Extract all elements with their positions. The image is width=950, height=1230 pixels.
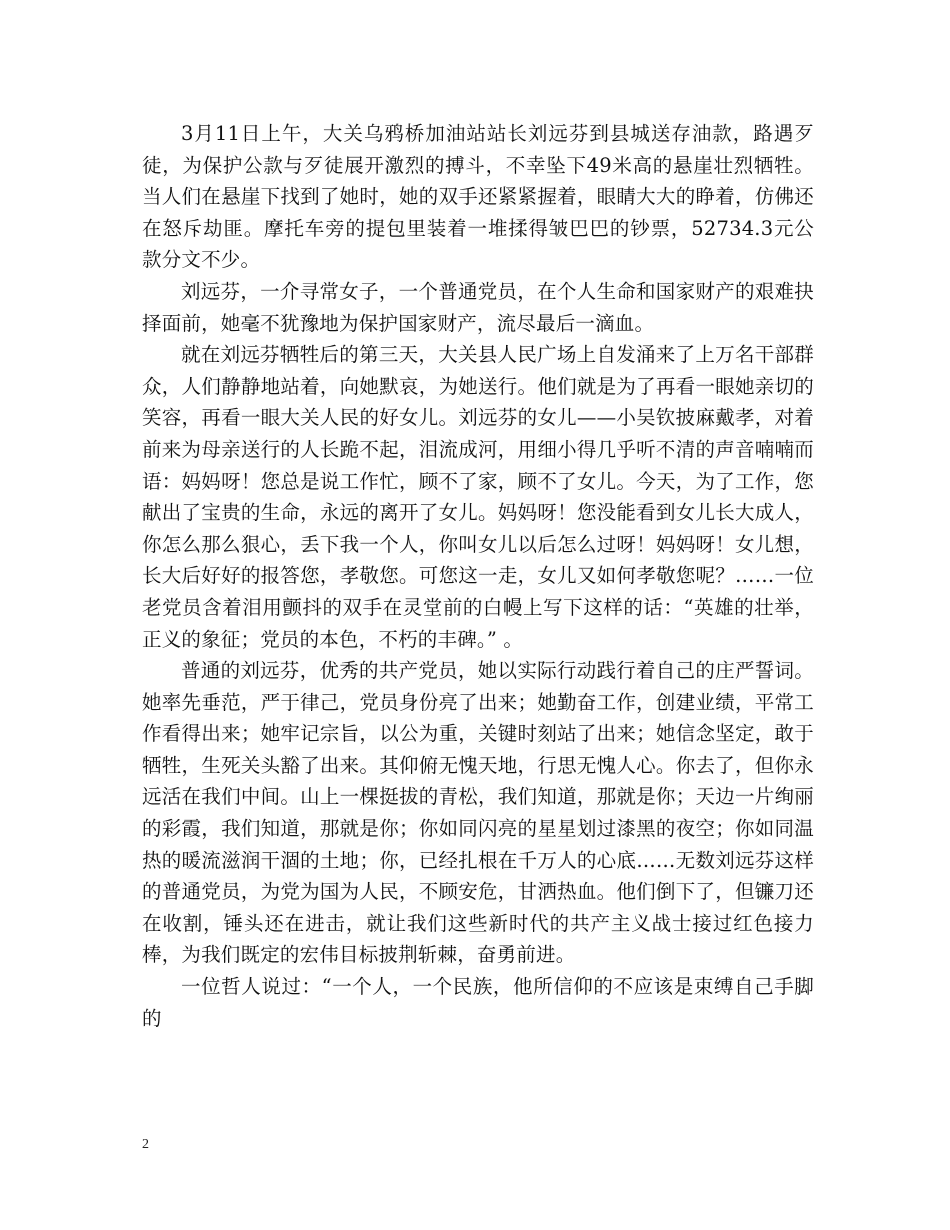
paragraph-4: 普通的刘远芬，优秀的共产党员，她以实际行动践行着自己的庄严誓词。她率先垂范，严于律己，党员身份亮了出来；她勤奋工作，创建业绩，平常工作看得出来；她牢记宗旨，以公为重，关键时刻站了出来；她信念坚定，敢于牺牲，生死关头豁了出来。其仰俯无愧天地，行思无愧人心。你去了，但你永远活在我们中间。山上一棵挺拔的青松，我们知道，那就是你；天边一片绚丽的彩霞，我们知道，那就是你；你如同闪亮的星星划过漆黑的夜空；你如同温热的暖流滋润干涸的土地；你，已经扎根在千万人的心底……无数刘远芬这样的普通党员，为党为国为人民，不顾安危，甘洒热血。他们倒下了，但镰刀还在收割，锤头还在进击，就让我们这些新时代的共产主义战士接过红色接力棒，为我们既定的宏伟目标披荆斩棘，奋勇前进。 (142, 659, 814, 967)
paragraph-1: 3月11日上午，大关乌鸦桥加油站站长刘远芬到县城送存油款，路遇歹徒，为保护公款与歹徒展开激烈的搏斗，不幸坠下49米高的悬崖壮烈牺牲。当人们在悬崖下找到了她时，她的双手还紧紧握着，眼睛大大的睁着，仿佛还在怒斥劫匪。摩托车旁的提包里装着一堆揉得皱巴巴的钞票，52734.3元公款分文不少。 (142, 122, 814, 272)
paragraph-5: 一位哲人说过：“一个人，一个民族，他所信仰的不应该是束缚自己手脚的 (142, 975, 814, 1030)
paragraph-3: 就在刘远芬牺牲后的第三天，大关县人民广场上自发涌来了上万名干部群众，人们静静地站着，向她默哀，为她送行。他们就是为了再看一眼她亲切的笑容，再看一眼大关人民的好女儿。刘远芬的女儿——小吴钦披麻戴孝，对着前来为母亲送行的人长跪不起，泪流成河，用细小得几乎听不清的声音喃喃而语：妈妈呀！您总是说工作忙，顾不了家，顾不了女儿。今天，为了工作，您献出了宝贵的生命，永远的离开了女儿。妈妈呀！您没能看到女儿长大成人，你怎么那么狠心，丢下我一个人，你叫女儿以后怎么过呀！妈妈呀！女儿想，长大后好好的报答您，孝敬您。可您这一走，女儿又如何孝敬您呢？……一位老党员含着泪用颤抖的双手在灵堂前的白幔上写下这样的话：“英雄的壮举，正义的象征；党员的本色，不朽的丰碑。” 。 (142, 343, 814, 651)
page-number: 2 (142, 1137, 149, 1152)
body-text (142, 118, 814, 1034)
paragraph-2: 刘远芬，一介寻常女子，一个普通党员，在个人生命和国家财产的艰难抉择面前，她毫不犹豫地为保护国家财产，流尽最后一滴血。 (142, 279, 814, 335)
